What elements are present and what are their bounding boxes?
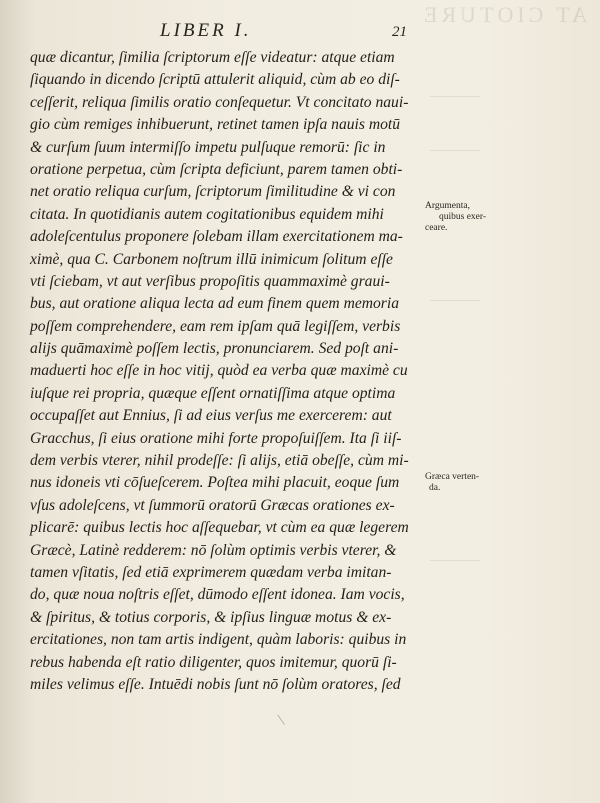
bleed-through-mark xyxy=(430,560,480,561)
text-line: Gracchus, ſi eius oratione mihi forte propoſuiſſem. Ita ſi iiſ- xyxy=(30,429,402,447)
text-line: vti ſciebam, vt aut verſibus propoſitis quammaximè graui- xyxy=(30,272,390,290)
text-line: iuſque rei propria, quæque eſſent ornatiſſima atque optima xyxy=(30,384,396,402)
paper-blemish xyxy=(277,711,290,725)
text-line: vſus adoleſcens, vt ſummorū oratorū Græcas orationes ex- xyxy=(30,496,395,514)
margin-note-graeca xyxy=(425,472,479,494)
text-line: plicarē: quibus lectis hoc aſſequebar, vt cùm ea quæ legerem xyxy=(30,519,409,537)
text-line: nus idoneis vti cōſueſcerem. Poſtea mihi placuit, eoque ſum xyxy=(30,474,400,492)
text-line: ceſſerit, reliqua ſimilis oratio conſequetur. Vt concitato naui- xyxy=(30,93,409,111)
text-line: rebus habenda eſt ratio diligenter, quos imitemur, quorū ſi- xyxy=(30,653,397,671)
text-line: gio cùm remiges inhibuerunt, retinet tamen ipſa nauis motū xyxy=(30,116,401,134)
bleed-through-mark xyxy=(430,96,480,97)
margin-note-line: ceare. xyxy=(425,223,448,233)
text-line: alijs quāmaximè poſſem lectis, pronunciarem. Sed poſt ani- xyxy=(30,340,399,358)
bleed-through-mark xyxy=(430,150,480,151)
text-line: ximè, qua C. Carbonem noſtrum illū inimicum ſolitum eſſe xyxy=(30,250,393,268)
page-number: 21 xyxy=(392,24,407,40)
text-line: ercitationes, non tam artis indigent, quàm laboris: quibus in xyxy=(30,631,407,649)
margin-note-argumenta xyxy=(425,201,486,234)
text-line: maduerti hoc eſſe in hoc vitij, quòd ea verba quæ maximè cu xyxy=(30,362,408,380)
bleed-through-text: AT CIOTURE xyxy=(420,2,588,27)
text-line: & curſum ſuum intermiſſo impetu pulſuque remorū: ſic in xyxy=(30,138,386,156)
text-line: oratione perpetua, cùm ſcripta deficiunt, parem tamen obti- xyxy=(30,160,403,178)
text-line: miles velimus eſſe. Intuēdi nobis ſunt nō ſolùm oratores, ſed xyxy=(30,675,401,693)
running-title: LIBER I. xyxy=(160,20,252,41)
text-line: occupaſſet aut Ennius, ſi ad eius verſus me exercerem: aut xyxy=(30,407,392,425)
text-line: adoleſcentulus proponere ſolebam illam exercitationem ma- xyxy=(30,228,403,246)
text-line: poſſem comprehendere, eam rem ipſam quā legiſſem, verbis xyxy=(30,317,401,335)
text-line: tamen vſitatis, ſed etiā exprimerem quædam verba imitan- xyxy=(30,563,392,581)
margin-note-line: Græca verten- xyxy=(425,472,480,482)
text-line: citata. In quotidianis autem cogitationibus equidem mihi xyxy=(30,205,384,223)
body-text xyxy=(30,47,418,696)
text-line: do, quæ noua noſtris eſſet, dūmodo eſſent idonea. Iam vocis, xyxy=(30,586,405,604)
margin-note-line: da. xyxy=(429,483,441,493)
text-line: dem verbis vterer, nihil prodeſſe: ſi alijs, etiā obeſſe, cùm mi- xyxy=(30,452,409,470)
text-line: & ſpiritus, & totius corporis, & ipſius linguæ motus & ex- xyxy=(30,608,392,626)
margin-note-line: quibus exer- xyxy=(439,212,487,222)
text-line: net oratio reliqua curſum, ſcriptorum ſimilitudine & vi con xyxy=(30,183,396,201)
text-line: ſiquando in dicendo ſcriptū attulerit aliquid, cùm ab eo diſ- xyxy=(30,71,400,89)
text-line: quæ dicantur, ſimilia ſcriptorum eſſe videatur: atque etiam xyxy=(30,49,395,66)
bleed-through-mark xyxy=(430,300,480,301)
margin-note-line: Argumenta, xyxy=(425,201,470,211)
text-line: bus, aut oratione aliqua lecta ad eum finem quem memoria xyxy=(30,295,400,313)
text-line: Græcè, Latinè redderem: nō ſolùm optimis verbis vterer, & xyxy=(30,541,397,559)
